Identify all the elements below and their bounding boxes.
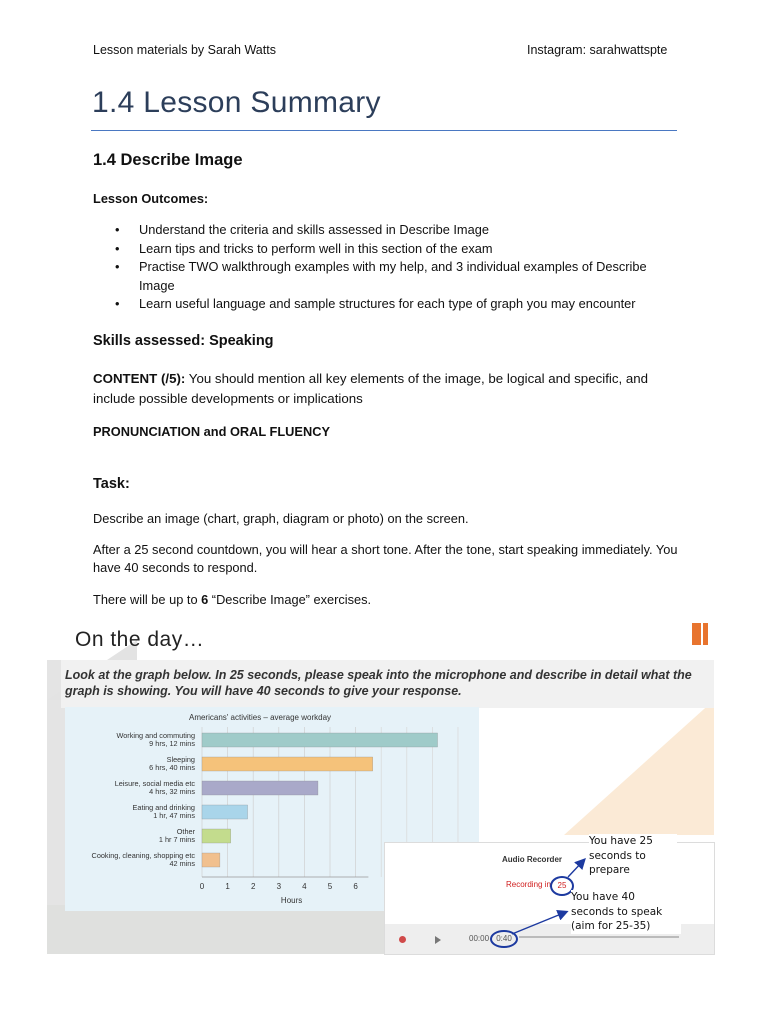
y-category-label: 42 mins	[169, 859, 195, 868]
x-tick-label: 0	[199, 882, 205, 891]
bar	[202, 733, 438, 747]
title-divider	[91, 130, 677, 131]
instruction-text: Look at the graph below. In 25 seconds, please speak into the microphone and describe in detail what the graph is showing. You will have 40 seconds to give your response.	[65, 668, 692, 698]
task-paragraph-2: After a 25 second countdown, you will hear a short tone. After the tone, start speaking immediately. You have 40 seconds to respond.	[93, 542, 678, 575]
y-category-label: 4 hrs, 32 mins	[149, 787, 195, 796]
recorder-title: Audio Recorder	[502, 855, 563, 864]
progress-track[interactable]	[519, 936, 679, 938]
y-category-label: Eating and drinking	[132, 803, 195, 812]
bar	[202, 757, 373, 771]
content-label: CONTENT (/5):	[93, 371, 186, 386]
skills-heading: Skills assessed: Speaking	[93, 333, 274, 349]
content-criterion	[93, 369, 683, 408]
note-prepare: You have 25 seconds to prepare	[589, 834, 677, 878]
slide-heading: On the day…	[75, 628, 205, 651]
y-category-label: 6 hrs, 40 mins	[149, 763, 195, 772]
y-category-label: Other	[176, 827, 195, 836]
x-tick-label: 2	[250, 882, 256, 891]
y-category-label: Working and commuting	[116, 731, 195, 740]
y-category-label: Sleeping	[166, 755, 195, 764]
y-category-label: 9 hrs, 12 mins	[149, 739, 195, 748]
slide-decoration	[564, 700, 714, 835]
x-tick-label: 3	[276, 882, 282, 891]
slide-accent	[703, 623, 708, 645]
task-paragraph-3: There will be up to 6 “Describe Image” exercises.	[93, 592, 372, 607]
task-heading: Task:	[93, 476, 130, 492]
note-speak: You have 40 seconds to speak (aim for 25-35)	[571, 890, 681, 934]
slide-accent	[692, 623, 701, 645]
time-total: 0:40	[490, 930, 518, 948]
chart-title: Americans' activities – average workday	[188, 713, 332, 722]
header-instagram: Instagram: sarahwattspte	[527, 43, 668, 57]
bar	[202, 829, 231, 843]
outcome-item: • Learn useful language and sample structures for each type of graph you may encounter	[93, 295, 673, 314]
slide-decoration	[47, 905, 387, 954]
outcomes-heading: Lesson Outcomes:	[93, 191, 209, 206]
header-author: Lesson materials by Sarah Watts	[93, 43, 276, 57]
content-text: You should mention all key elements of the image, be logical and specific, and include possible developments or implications	[93, 371, 649, 406]
y-category-label: 1 hr 7 mins	[158, 835, 195, 844]
task-paragraph-1: Describe an image (chart, graph, diagram or photo) on the screen.	[93, 511, 469, 526]
page-title: 1.4 Lesson Summary	[92, 86, 381, 119]
x-axis-label: Hours	[280, 896, 303, 905]
recording-in-label: Recording in	[506, 880, 551, 889]
section-title: 1.4 Describe Image	[93, 151, 243, 169]
time-current: 00:00	[469, 934, 490, 943]
outcome-item: • Practise TWO walkthrough examples with my help, and 3 individual examples of Describe Image	[93, 258, 673, 295]
record-icon[interactable]	[399, 936, 406, 943]
pronunciation-criterion: PRONUNCIATION and ORAL FLUENCY	[93, 424, 330, 439]
bar	[202, 805, 248, 819]
x-tick-label: 1	[225, 882, 230, 891]
y-category-label: Leisure, social media etc	[114, 779, 195, 788]
bar	[202, 781, 318, 795]
countdown-value: 25	[550, 876, 574, 896]
outcomes-list	[93, 221, 673, 314]
x-tick-label: 5	[327, 882, 333, 891]
y-category-label: Cooking, cleaning, shopping etc	[91, 851, 195, 860]
outcome-item: • Learn tips and tricks to perform well in this section of the exam	[93, 240, 673, 259]
x-tick-label: 4	[302, 882, 307, 891]
play-icon[interactable]	[435, 936, 441, 944]
bar	[202, 853, 220, 867]
outcome-item: • Understand the criteria and skills assessed in Describe Image	[93, 221, 673, 240]
y-category-label: 1 hr, 47 mins	[153, 811, 195, 820]
x-tick-label: 6	[353, 882, 358, 891]
